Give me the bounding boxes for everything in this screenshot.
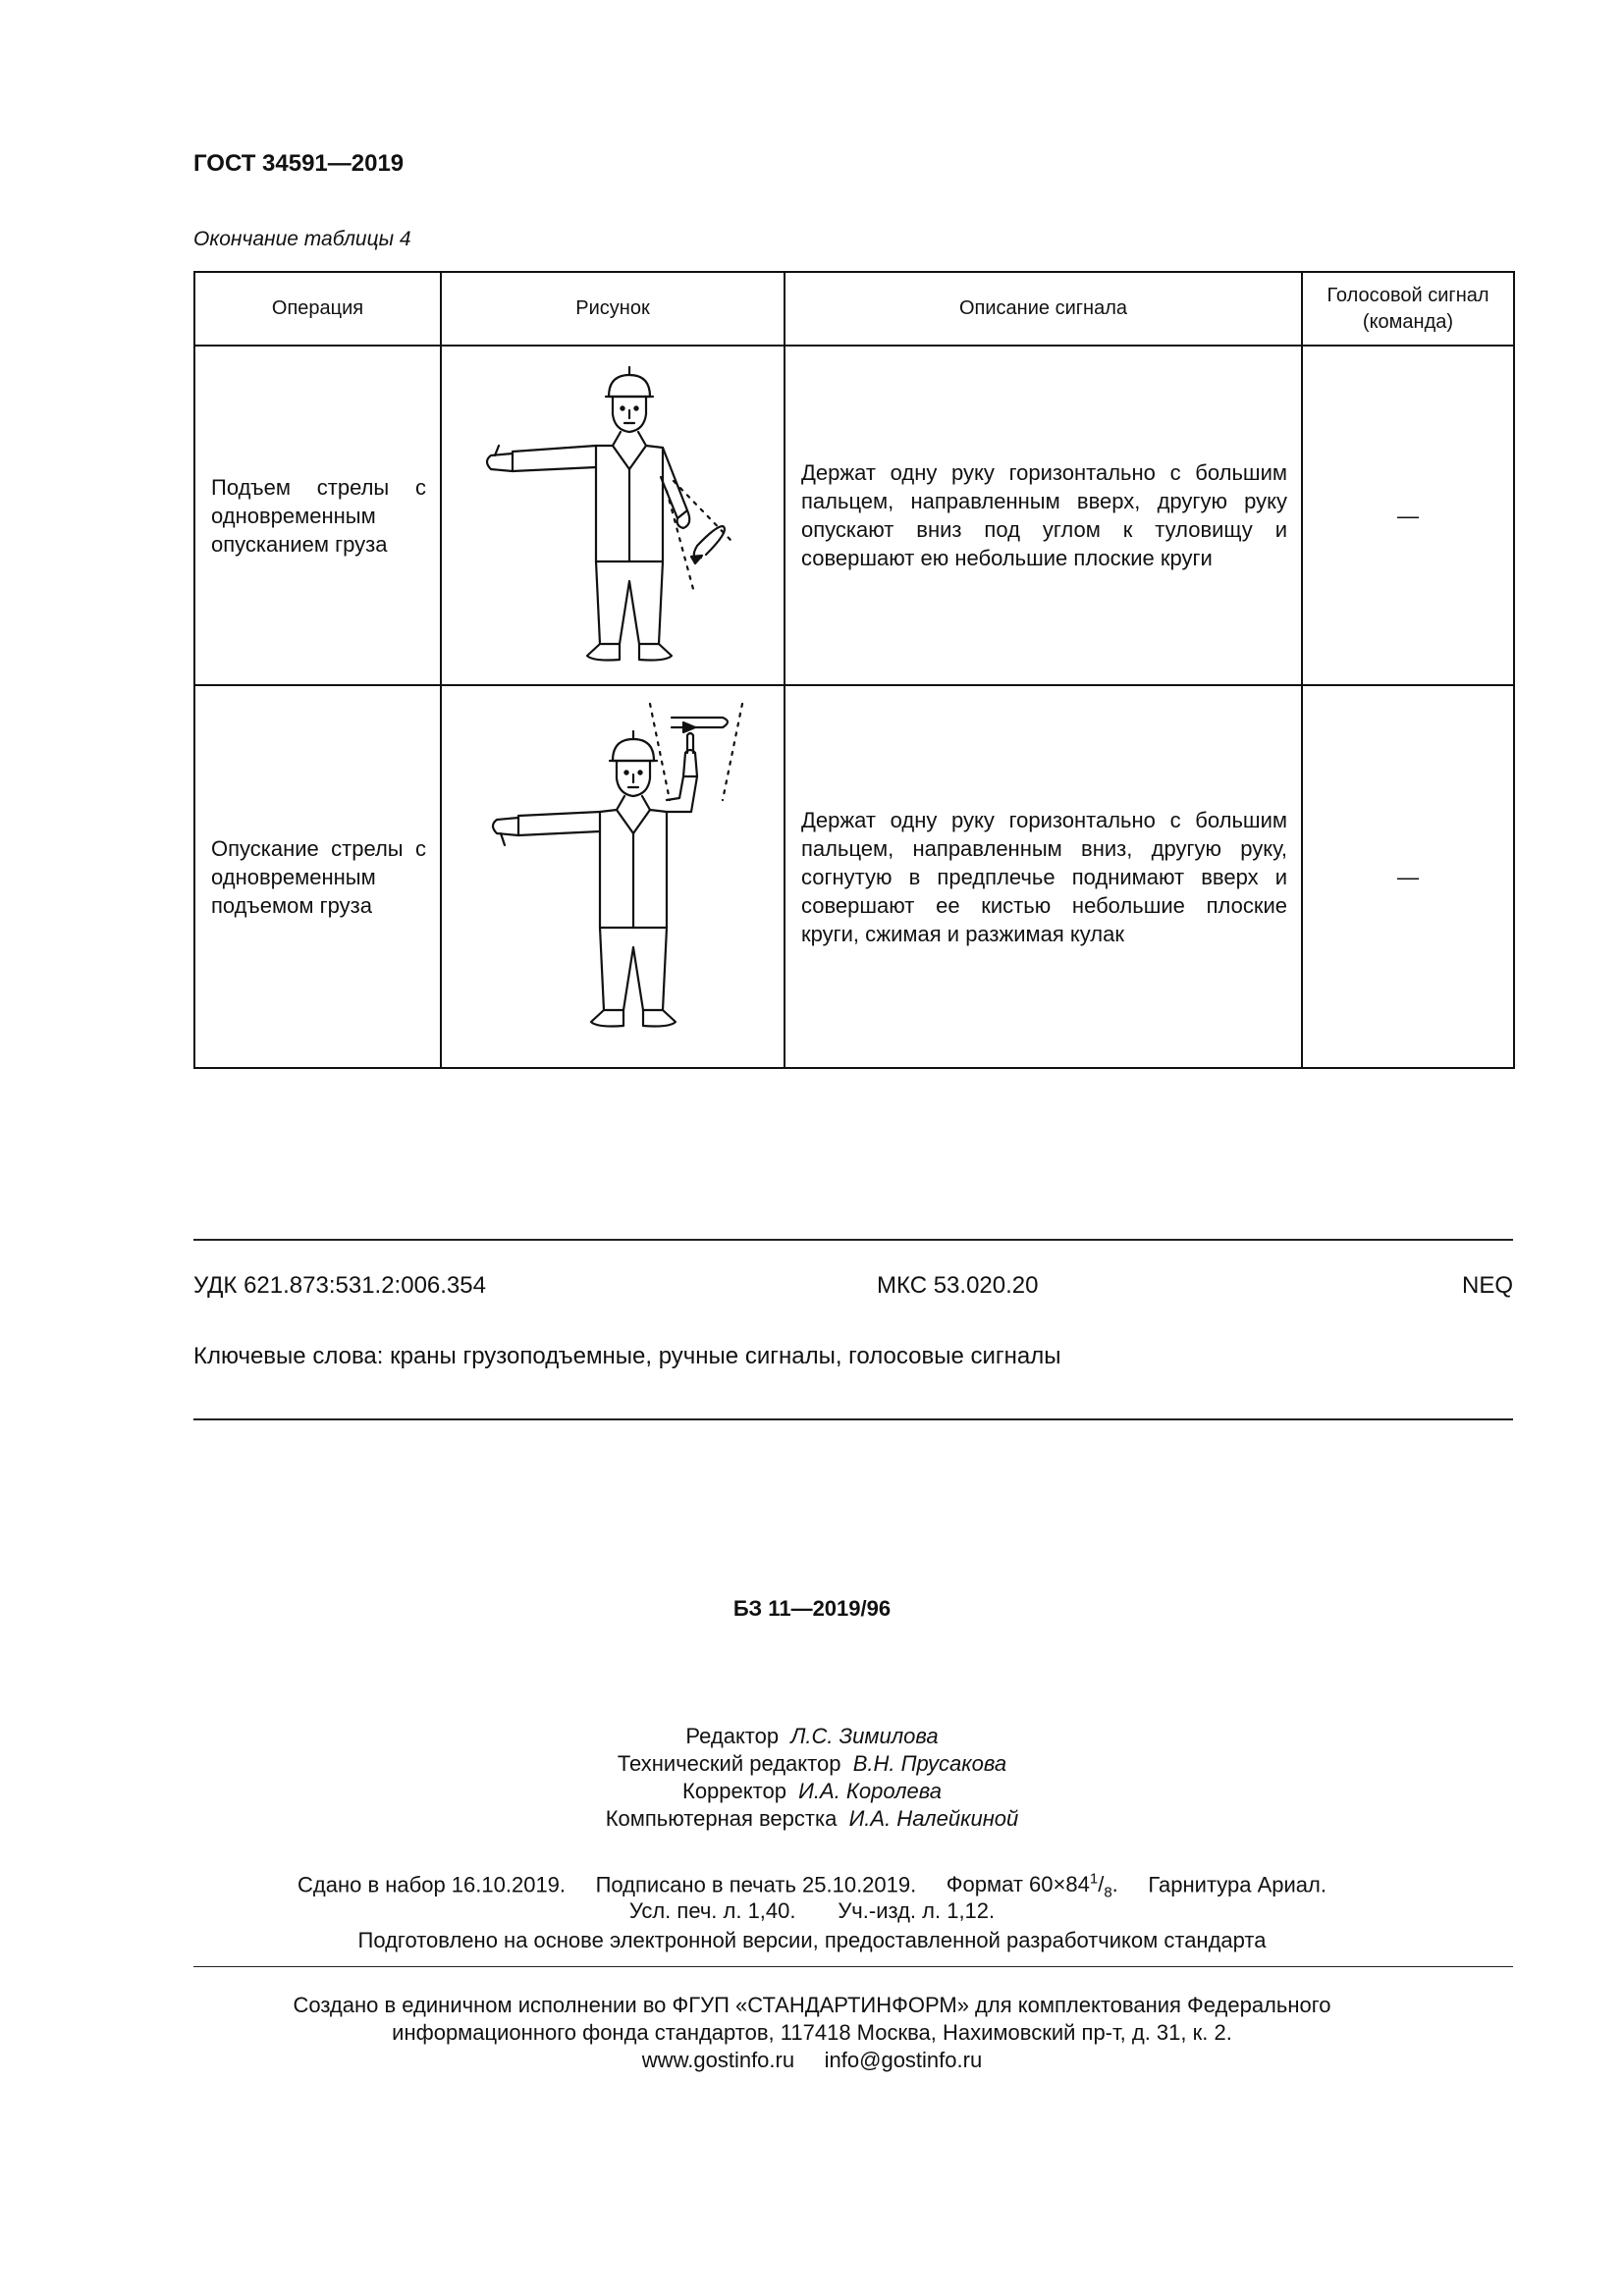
- table-header-row: [194, 272, 1514, 346]
- column-header-description: Описание сигнала: [785, 272, 1302, 346]
- udk-code: УДК 621.873:531.2:006.354: [193, 1272, 486, 1299]
- imprint-signed: Подписано в печать 25.10.2019.: [595, 1872, 917, 1897]
- credit-role: Редактор: [685, 1724, 780, 1748]
- divider-bottom: [193, 1418, 1513, 1420]
- operation-text: Опускание стрелы с одновременным подъемом груза: [211, 835, 426, 918]
- imprint-line-2: [0, 1898, 1624, 1924]
- footer-line-2: информационного фонда стандартов, 117418 Москва, Нахимовский пр-т, д. 31, к. 2.: [392, 2020, 1232, 2045]
- signaler-figure-boom-down-load-up-icon: [465, 692, 760, 1061]
- neq-marker: NEQ: [1461, 1272, 1513, 1299]
- table-row: [194, 685, 1514, 1068]
- imprint-font: Гарнитура Ариал.: [1148, 1872, 1326, 1897]
- imprint-line-1: [0, 1871, 1624, 1901]
- footer-contacts: [0, 2048, 1624, 2073]
- credit-person: В.Н. Прусакова: [852, 1751, 1007, 1776]
- divider-imprint: [193, 1966, 1513, 1967]
- column-header-voice: Голосовой сигнал (команда): [1302, 272, 1514, 346]
- table-row: [194, 346, 1514, 685]
- bz-number: БЗ 11—2019/96: [732, 1596, 892, 1621]
- credit-person: И.А. Королева: [798, 1779, 942, 1803]
- table-caption: Окончание таблицы 4: [193, 228, 411, 250]
- column-header-figure: Рисунок: [441, 272, 785, 346]
- imprint-print-sheets: Усл. печ. л. 1,40.: [628, 1898, 796, 1923]
- footer-email-link[interactable]: info@gostinfo.ru: [824, 2048, 983, 2072]
- credit-layout: [0, 1806, 1624, 1832]
- signaler-figure-boom-up-load-down-icon: [465, 353, 760, 677]
- format-numerator: 1: [1089, 1871, 1099, 1888]
- format-suffix: .: [1111, 1872, 1118, 1897]
- credit-role: Технический редактор: [617, 1751, 841, 1776]
- credit-editor: [0, 1724, 1624, 1749]
- signals-table: [193, 271, 1515, 1069]
- footer-website-link[interactable]: www.gostinfo.ru: [641, 2048, 795, 2072]
- format-prefix: Формат 60×84: [946, 1872, 1090, 1897]
- footer-line-1: Создано в единичном исполнении во ФГУП «СТАНДАРТИНФОРМ» для комплектования Федерального: [293, 1993, 1331, 2017]
- credit-role: Компьютерная верстка: [605, 1806, 838, 1831]
- keywords: Ключевые слова: краны грузоподъемные, ручные сигналы, голосовые сигналы: [193, 1343, 1061, 1369]
- figure-cell: [441, 685, 785, 1068]
- credit-tech-editor: [0, 1751, 1624, 1777]
- operation-text: Подъем стрелы с одновременным опусканием груза: [211, 474, 426, 557]
- mks-code: МКС 53.020.20: [877, 1272, 1039, 1299]
- operation-cell: [194, 685, 441, 1068]
- imprint-submitted: Сдано в набор 16.10.2019.: [297, 1872, 567, 1897]
- operation-cell: [194, 346, 441, 685]
- credit-person: Л.С. Зимилова: [790, 1724, 939, 1748]
- imprint-prepared: Подготовлено на основе электронной версии, предоставленной разработчиком стандарта: [357, 1928, 1267, 1952]
- document-id: ГОСТ 34591—2019: [193, 150, 405, 177]
- figure-cell: [441, 346, 785, 685]
- description-cell: Держат одну руку горизонтально с большим пальцем, направленным вниз, другую руку, согнутую в предплечье поднимают вверх и совершают ее кистью небольшие плоские круги, сжимая и разжимая кулак: [785, 685, 1302, 1068]
- voice-command-cell: —: [1302, 346, 1514, 685]
- credit-person: И.А. Налейкиной: [848, 1806, 1019, 1831]
- imprint-pub-sheets: Уч.-изд. л. 1,12.: [838, 1898, 996, 1923]
- voice-command-cell: —: [1302, 685, 1514, 1068]
- column-header-operation: Операция: [194, 272, 441, 346]
- format-denominator: 8: [1104, 1884, 1112, 1901]
- imprint-format: Формат $60\times 84^1/_8$.: [946, 1871, 1118, 1901]
- divider-top: [193, 1239, 1513, 1241]
- description-cell: Держат одну руку горизонтально с большим пальцем, направленным вверх, другую руку опускают вниз под углом к туловищу и совершают ею небольшие плоские круги: [785, 346, 1302, 685]
- credit-role: Корректор: [682, 1779, 786, 1803]
- credit-corrector: [0, 1779, 1624, 1804]
